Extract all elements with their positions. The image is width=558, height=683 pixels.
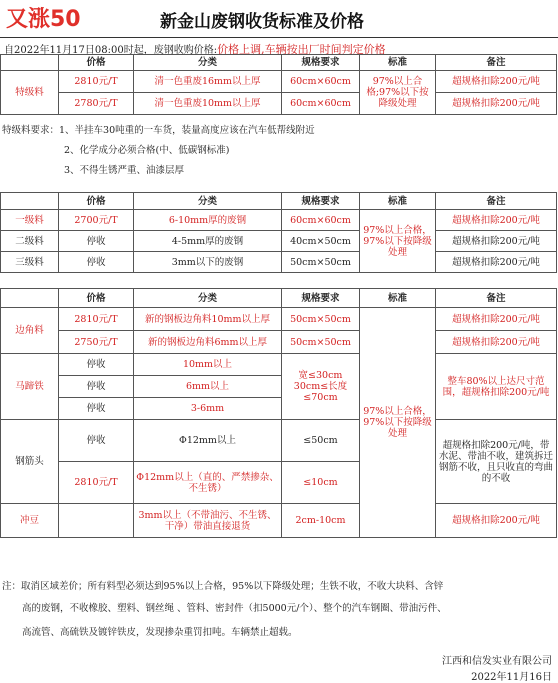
price-cell: 停收 [59,376,134,398]
price-cell: 停收 [59,354,134,376]
note-cell: 超规格扣除200元/吨 [436,71,557,93]
spec-cell: 60cm×60cm [282,93,360,115]
note-cell: 超规格扣除200元/吨，带水泥、带油不收，建筑拆迁钢筋不收，且只收直的弯曲的不收 [436,420,557,504]
header-note: 备注 [436,55,557,71]
spec-cell: 2cm-10cm [282,504,360,538]
header-standard: 标准 [360,193,436,210]
class-cell: Φ12mm以上（直的、严禁掺杂、不生锈） [134,462,282,504]
note-cell: 超规格扣除200元/吨 [436,210,557,231]
spec-cell: 50cm×50cm [282,308,360,331]
spec-cell: 50cm×50cm [282,331,360,354]
standard-cell: 97%以上合格，97%以下按降级处理 [360,210,436,273]
special-req-label: 特级料要求： [2,125,60,136]
spec-cell: 40cm×50cm [282,231,360,252]
footer-note: 注：取消区域差价；所有料型必须达到95%以上合格，95%以下降级处理；生铁不收，不收大块料、含锌 [2,581,444,592]
class-cell: 清一色重废16mm以上厚 [134,71,282,93]
class-cell: 3mm以上（不带油污、不生锈、干净）带油直接退货 [134,504,282,538]
class-cell: 10mm以上 [134,354,282,376]
price-cell: 2700元/T [59,210,134,231]
price-cell: 2810元/T [59,71,134,93]
note-cell: 超规格扣除200元/吨 [436,93,557,115]
grade-label: 马蹄铁 [1,354,59,420]
class-cell: 清一色重废10mm以上厚 [134,93,282,115]
class-cell: 6-10mm厚的废钢 [134,210,282,231]
grade-table [0,192,557,273]
class-cell: 新的钢板边角料10mm以上厚 [134,308,282,331]
special-req-line [2,122,315,136]
note-cell: 超规格扣除200元/吨 [436,331,557,354]
spec-cell: 60cm×60cm [282,71,360,93]
standard-cell: 97%以上合格，97%以下按降级处理 [360,308,436,538]
price-cell: 停收 [59,398,134,420]
price-cell: 2810元/T [59,308,134,331]
grade-label: 钢筋头 [1,420,59,504]
class-cell: Φ12mm以上 [134,420,282,462]
header-class: 分类 [134,289,282,308]
note-cell: 超规格扣除200元/吨 [436,252,557,273]
header-price: 价格 [59,55,134,71]
grade-label: 二级料 [1,231,59,252]
price-cell: 停收 [59,252,134,273]
company-name: 江西和信发实业有限公司 [442,656,552,667]
page-title: 新金山废钢收货标准及价格 [160,12,364,32]
divider [0,37,558,38]
header-note: 备注 [436,289,557,308]
spec-cell: ≤50cm [282,420,360,462]
header-standard: 标准 [360,55,436,71]
notice-prefix: 自2022年11月17日08:00时起，废钢收购价格: [4,45,218,56]
class-cell: 3-6mm [134,398,282,420]
special-req-item: 1、半挂车30吨重的一车货，装量高度应该在汽车低帮线附近 [59,125,315,136]
grade-label: 冲豆 [1,504,59,538]
special-req-item: 2、化学成分必须合格(中、低碳钢标准) [64,145,230,156]
issue-date: 2022年11月16日 [471,672,552,683]
spec-cell: 宽≤30cm 30cm≤长度≤70cm [282,354,360,420]
class-cell: 3mm以下的废钢 [134,252,282,273]
note-cell: 超规格扣除200元/吨 [436,231,557,252]
header-class: 分类 [134,55,282,71]
header-standard: 标准 [360,289,436,308]
spec-cell: 50cm×50cm [282,252,360,273]
header-price: 价格 [59,289,134,308]
footer-note: 高流管、高硫铁及镀锌铁皮，发现掺杂重罚扣吨。车辆禁止超载。 [22,627,298,638]
footer-note: 高的废钢，不收橡胶、塑料、钢丝绳 、管料、密封件（扣5000元/个）、整个的汽车钢圈、带油污件、 [22,603,447,614]
other-material-table [0,288,557,538]
class-cell: 4-5mm厚的废钢 [134,231,282,252]
price-increase-stamp: 又涨50 [6,7,81,32]
header-spec: 规格要求 [282,289,360,308]
header-spec: 规格要求 [282,55,360,71]
grade-label: 三级料 [1,252,59,273]
class-cell: 6mm以上 [134,376,282,398]
price-cell: 停收 [59,420,134,462]
note-cell: 超规格扣除200元/吨 [436,308,557,331]
price-cell: 2750元/T [59,331,134,354]
grade-label: 特级料 [1,71,59,115]
note-cell: 超规格扣除200元/吨 [436,504,557,538]
note-cell: 整车80%以上达尺寸范围，超规格扣除200元/吨 [436,354,557,420]
price-cell: 2810元/T [59,462,134,504]
header-class: 分类 [134,193,282,210]
price-cell: 2780元/T [59,93,134,115]
standard-cell: 97%以上合格;97%以下按降级处理 [360,71,436,115]
special-req-item: 3、不得生锈严重、油漆层厚 [64,165,185,176]
special-grade-table [0,54,557,115]
class-cell: 新的钢板边角料6mm以上厚 [134,331,282,354]
spec-cell: ≤10cm [282,462,360,504]
price-cell: 停收 [59,231,134,252]
notice-highlight: 价格上调,车辆按出厂时间判定价格 [217,43,386,56]
grade-label: 边角料 [1,308,59,354]
spec-cell: 60cm×60cm [282,210,360,231]
header-price: 价格 [59,193,134,210]
grade-label: 一级料 [1,210,59,231]
header-spec: 规格要求 [282,193,360,210]
header-note: 备注 [436,193,557,210]
